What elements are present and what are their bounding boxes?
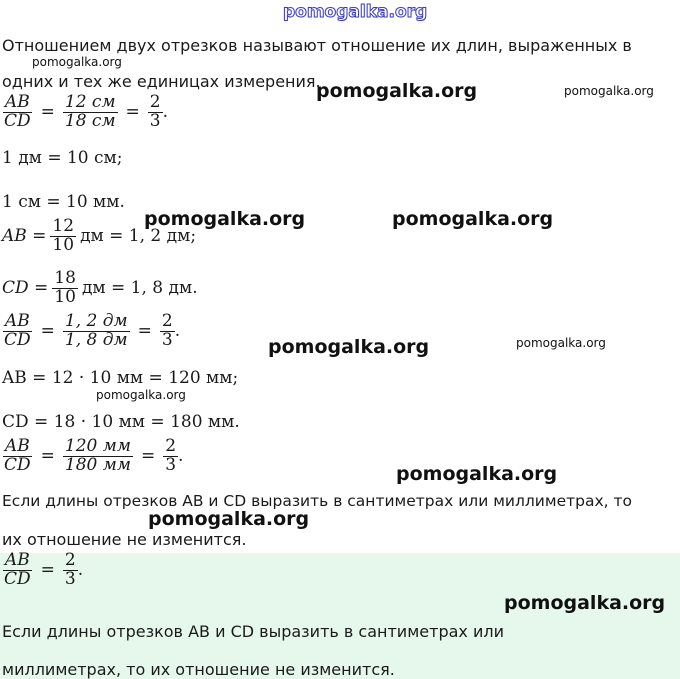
numerator: 2	[149, 92, 161, 112]
equals-sign: =	[125, 102, 140, 123]
fraction-mm	[63, 438, 133, 475]
answer-ratio	[2, 552, 83, 589]
denominator: 10	[52, 234, 75, 255]
watermark-top: pomogalka.org	[283, 2, 428, 22]
fraction-cd-dm	[52, 270, 78, 307]
fraction-dm	[63, 313, 130, 350]
ratio-dm	[2, 313, 180, 350]
equals-sign: =	[40, 321, 55, 342]
fraction-result	[163, 438, 178, 475]
ab-mm: AB = 12 · 10 мм = 120 мм;	[2, 368, 239, 388]
answer-line-1: Если длины отрезков AB и CD выразить в сантиметрах или	[2, 622, 504, 641]
fraction-result	[160, 313, 175, 350]
numerator: AB	[4, 92, 30, 112]
period: .	[178, 446, 184, 467]
watermark: pomogalka.org	[396, 463, 558, 485]
numerator: 2	[64, 550, 76, 570]
fraction-result	[148, 94, 163, 131]
numerator: 120 мм	[64, 436, 131, 456]
period: .	[174, 321, 181, 342]
watermark: pomogalka.org	[268, 336, 430, 358]
watermark: pomogalka.org	[96, 388, 186, 402]
watermark: pomogalka.org	[504, 592, 666, 614]
cd-mm: CD = 18 · 10 мм = 180 мм.	[2, 412, 240, 432]
intro-line-2: одних и тех же единицах измерения.	[2, 72, 321, 91]
cd-dm-value: дм = 1, 8 дм.	[81, 278, 198, 299]
answer-line-2: миллиметрах, то их отношение не изменится.	[2, 660, 395, 679]
denominator: 180 мм	[64, 454, 131, 475]
numerator: 12	[52, 216, 75, 236]
numerator: AB	[4, 436, 30, 456]
numerator: AB	[4, 550, 30, 570]
cd-label: CD =	[2, 278, 49, 299]
denominator: 10	[54, 286, 76, 307]
denominator: CD	[4, 454, 31, 475]
fraction-ab-cd	[2, 552, 33, 589]
ab-dm	[2, 218, 196, 255]
denominator: CD	[4, 110, 31, 131]
numerator: AB	[4, 311, 30, 331]
ab-dm-value: дм = 1, 2 дм;	[80, 226, 197, 247]
fraction-result	[63, 552, 78, 589]
watermark: pomogalka.org	[316, 80, 478, 102]
equals-sign: =	[40, 446, 55, 467]
denominator: 1, 8 дм	[64, 329, 128, 350]
fraction-ab-dm	[50, 218, 76, 255]
numerator: 18	[54, 268, 76, 288]
denominator: 18 см	[64, 110, 116, 131]
fraction-ab-cd	[2, 94, 33, 131]
denominator: 3	[165, 454, 177, 475]
period: .	[77, 560, 84, 581]
watermark: pomogalka.org	[32, 55, 122, 69]
numerator: 2	[165, 436, 177, 456]
equals-sign: =	[40, 102, 55, 123]
numerator: 12 см	[64, 92, 116, 112]
cm-equation: 1 см = 10 мм.	[2, 192, 125, 212]
numerator: 2	[161, 311, 173, 331]
watermark: pomogalka.org	[516, 336, 606, 350]
equals-sign: =	[40, 560, 55, 581]
numerator: 1, 2 дм	[64, 311, 128, 331]
equals-sign: =	[140, 446, 156, 467]
denominator: 3	[64, 568, 76, 589]
denominator: CD	[4, 329, 31, 350]
equals-sign: =	[137, 321, 152, 342]
denominator: 3	[161, 329, 173, 350]
ratio-cm	[2, 94, 168, 131]
denominator: CD	[4, 568, 31, 589]
watermark: pomogalka.org	[564, 84, 654, 98]
cd-dm	[2, 270, 198, 307]
period: .	[162, 102, 169, 123]
dm-equation: 1 дм = 10 см;	[2, 148, 123, 168]
fraction-ab-cd	[2, 313, 33, 350]
watermark: pomogalka.org	[392, 208, 554, 230]
denominator: 3	[149, 110, 161, 131]
intro-line-1: Отношением двух отрезков называют отношение их длин, выраженных в	[2, 36, 632, 55]
ab-label: AB =	[2, 226, 47, 247]
watermark: pomogalka.org	[144, 208, 306, 230]
conclusion-line-2: их отношение не изменится.	[2, 530, 247, 549]
ratio-mm	[2, 438, 183, 475]
fraction-cm	[63, 94, 118, 131]
conclusion-line-1: Если длины отрезков AB и CD выразить в сантиметрах или миллиметрах, то	[2, 492, 633, 510]
fraction-ab-cd	[2, 438, 33, 475]
watermark: pomogalka.org	[148, 508, 310, 530]
